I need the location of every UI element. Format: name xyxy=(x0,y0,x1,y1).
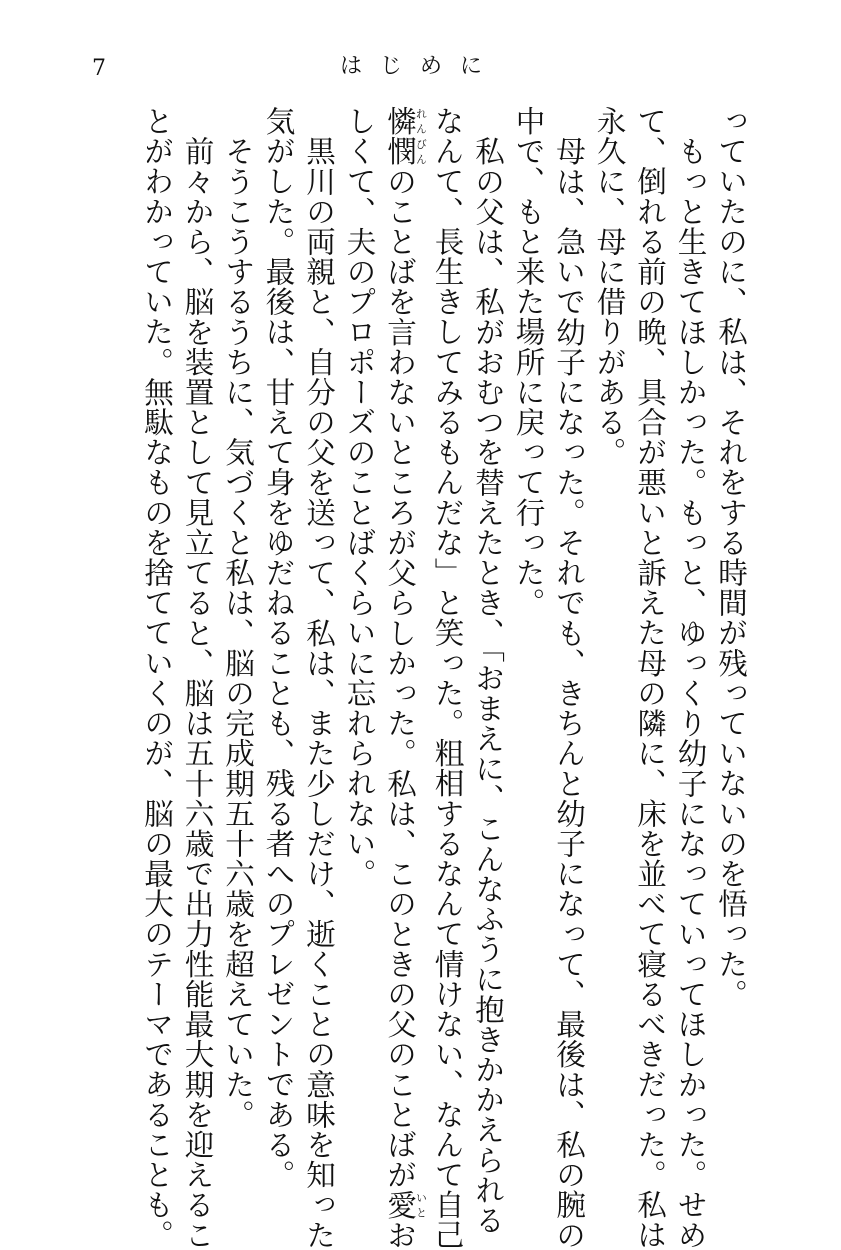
paragraph-line: しくて、夫のプロポーズのことばくらいに忘れられない。 xyxy=(342,106,377,889)
body-text xyxy=(137,106,752,1250)
paragraph-line: 私の父は、私がおむつを替えたとき、「おまえに、こんなふうに抱きかかえられる xyxy=(471,136,505,1236)
paragraph-line: 前々から、脳を装置として見立てると、脳は五十六歳で出力性能最大期を迎えるこ xyxy=(180,136,215,1250)
paragraph-line: なんて、長生きしてみるもんだな」と笑った。粗相するなんて情けない、なんて自己 xyxy=(430,106,465,1250)
paragraph-line: 中で、もと来た場所に戻って行った。 xyxy=(511,106,546,618)
paragraph-line: て、倒れる前の晩、具合が悪いと訴えた母の隣に、床を並べて寝るべきだった。私は xyxy=(633,106,667,1250)
paragraph-line: 母は、急いで幼子になった。それでも、きちんと幼子になって、最後は、私の腕の xyxy=(552,136,586,1250)
paragraph-line: そうこうするうちに、気づくと私は、脳の完成期五十六歳を超えていた。 xyxy=(221,136,255,1130)
page-number: 7 xyxy=(92,56,106,81)
ruby-word-ito: 愛いと xyxy=(383,1189,428,1220)
paragraph-line: 気がした。最後は、甘えて身をゆだねることも、残る者へのプレゼントである。 xyxy=(261,106,296,1190)
paragraph-line: とがわかっていた。無駄なものを捨てていくのが、脳の最大のテーマであることも。 xyxy=(140,106,174,1250)
running-head: はじめに xyxy=(340,54,501,79)
paragraph-line: もっと生きてほしかった。もっと、ゆっくり幼子になっていってほしかった。せめ xyxy=(673,136,708,1250)
paragraph-line: 憐憫れんびんのことばを言わないところが父らしかった。私は、このときの父のことばが愛いとお xyxy=(383,106,428,1250)
paragraph-line: 永久に、母に借りがある。 xyxy=(592,106,627,468)
ruby-word-renbin: 憐憫れんびん xyxy=(383,106,428,167)
paragraph-line: っていたのに、私は、それをする時間が残っていないのを悟った。 xyxy=(714,106,748,1009)
paragraph-line: 黒川の両親と、自分の父を送って、私は、また少しだけ、逝くことの意味を知った xyxy=(302,136,336,1250)
